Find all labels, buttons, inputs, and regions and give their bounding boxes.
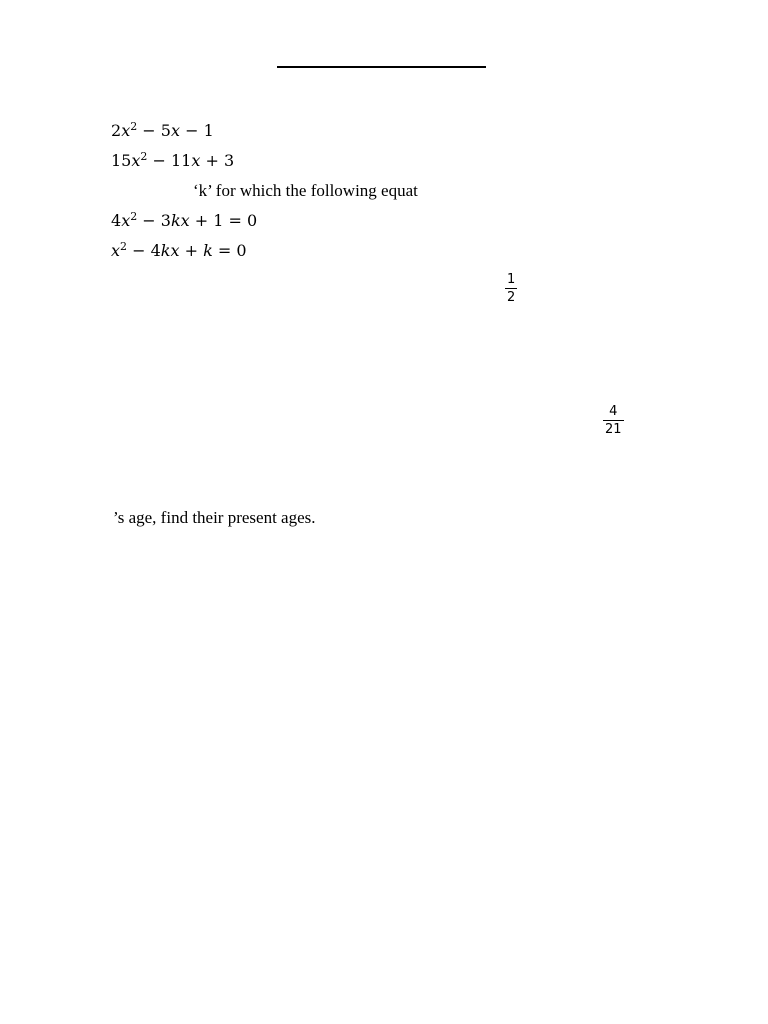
variable: kx [160,241,180,260]
exponent: 2 [120,240,128,253]
term: − 3 [137,211,171,230]
variable: x [111,241,121,260]
exponent: 2 [130,210,138,223]
variable: x [121,211,131,230]
term: + [179,241,204,260]
term: + 3 [200,151,235,170]
k-question-text: ‘k’ for which the following equat [193,181,418,200]
coefficient: 4 [111,211,122,230]
variable: x [191,151,201,170]
term: − 1 [180,121,214,140]
coefficient: 15 [111,151,132,170]
exponent: 2 [130,120,138,133]
variable: x [131,151,141,170]
term: − 11 [147,151,192,170]
equation-4x2-minus-3kx-plus-1 [111,211,257,231]
term: = 0 [212,241,247,260]
term: − 4 [127,241,161,260]
equation-x2-minus-4kx-plus-k [111,241,247,261]
variable: kx [170,211,190,230]
exponent: 2 [140,150,148,163]
coefficient: 2 [111,121,122,140]
fraction-numerator: 1 [507,272,516,287]
expression-2x2-minus-5x-minus-1 [111,121,214,141]
fraction-denominator: 21 [605,422,622,437]
term: + 1 = 0 [189,211,258,230]
variable: x [170,121,181,140]
fraction-one-half [505,272,517,305]
variable: k [203,241,213,260]
expression-15x2-minus-11x-plus-3 [111,151,234,171]
age-question-text: ’s age, find their present ages. [113,508,316,527]
heading-underline [277,66,486,68]
fraction-four-twenty-first [603,404,624,437]
fraction-numerator: 4 [603,404,624,421]
variable: x [121,121,131,140]
fraction-denominator: 2 [507,290,516,305]
term: − 5 [137,121,171,140]
